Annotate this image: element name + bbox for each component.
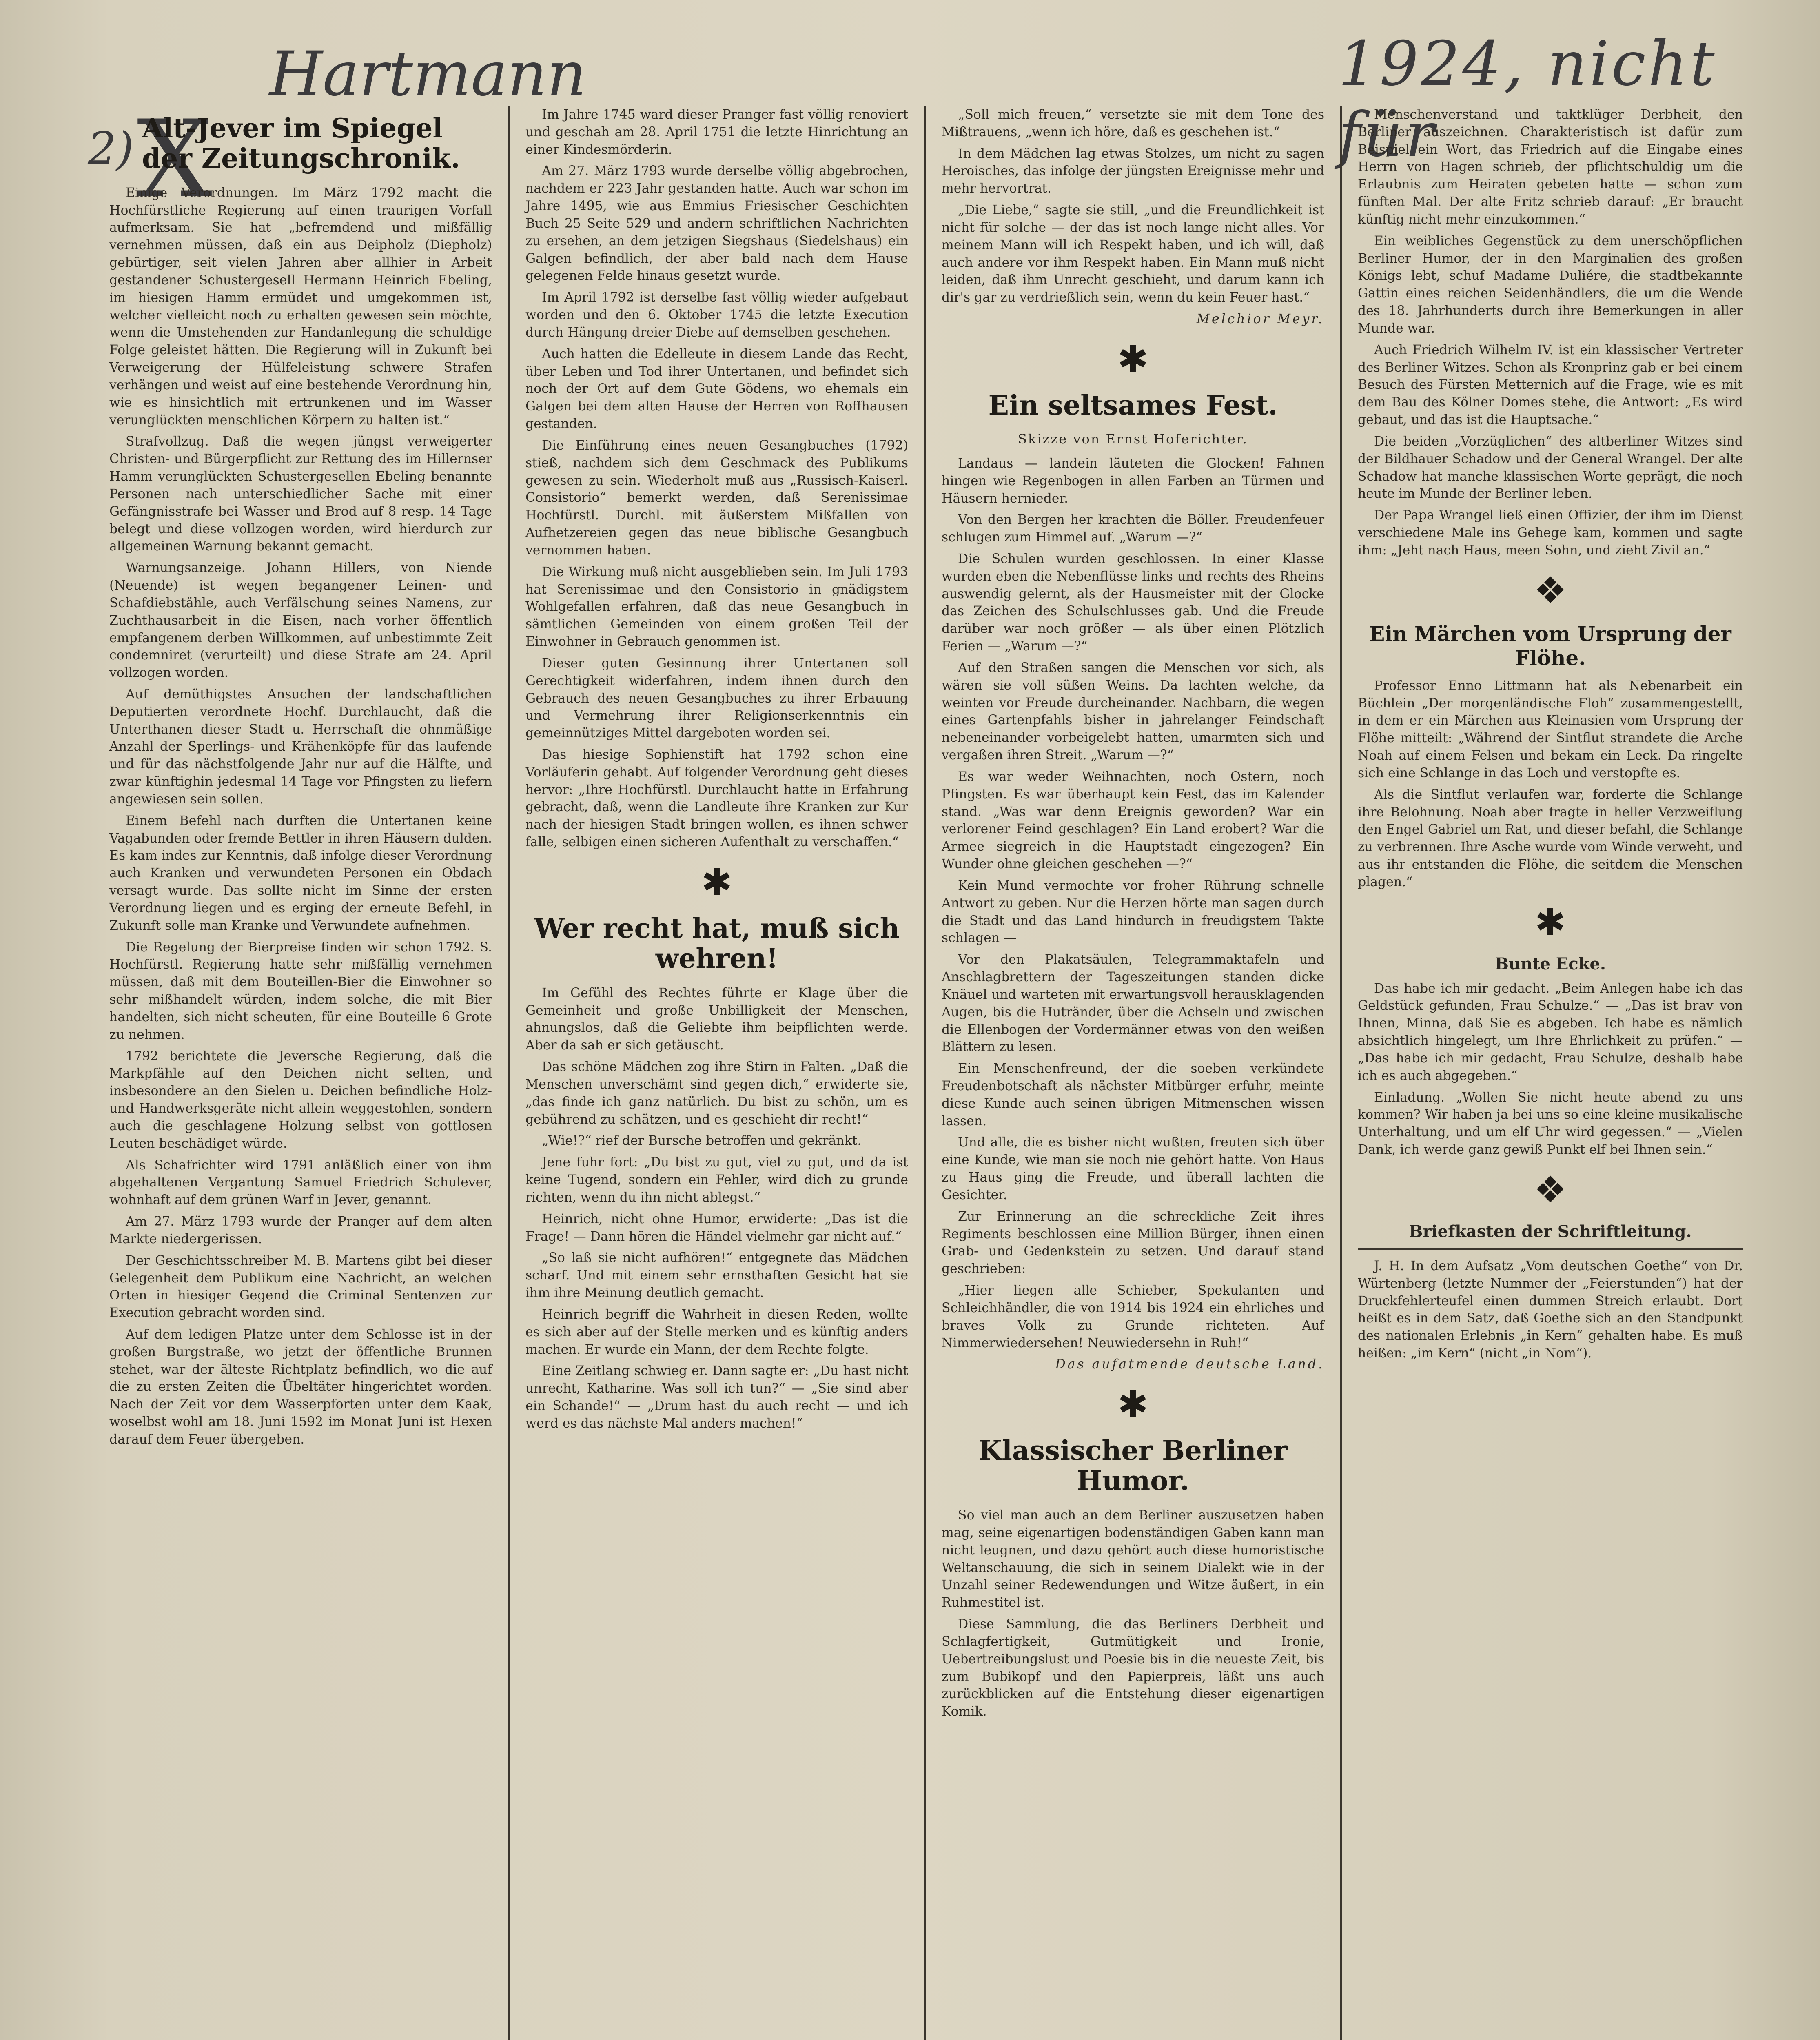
paragraph: Jene fuhr fort: „Du bist zu gut, viel zu gut, und da ist keine Tugend, sondern ein Fehler, wird dich zu grunde richten, wenn du ihn nicht ablegst.“ <box>525 1155 908 1205</box>
section-divider-star-icon: ✱ <box>1117 337 1148 381</box>
divider-line <box>1358 1248 1743 1250</box>
paragraph: In dem Mädchen lag etwas Stolzes, um nicht zu sagen Heroisches, das infolge der jüngsten Ereignisse mehr und mehr hervortrat. <box>942 146 1324 196</box>
paragraph: Dieser guten Gesinnung ihrer Untertanen soll Gerechtigkeit widerfahren, indem ihnen durch den Gebrauch des neuen Gesangbuches zu ihrer Erbauung und Vermehrung ihrer Religionserkenntnis ein gemeinnütziges Mittel dargeboten worden sei. <box>525 656 908 741</box>
paragraph: Das habe ich mir gedacht. „Beim Anlegen habe ich das Geldstück gefunden, Frau Schulze.“ — „Das ist brav von Ihnen, Minna, daß Sie es abgeben. Ich habe es nämlich absichtlich hingelegt, um Ihre Ehrlichkeit zu prüfen.“ — „Das habe ich mir gedacht, Frau Schulze, deshalb habe ich es auch abgegeben.“ <box>1358 981 1743 1083</box>
paragraph: Das schöne Mädchen zog ihre Stirn in Falten. „Daß die Menschen unverschämt sind gegen dich,“ erwiderte sie, „das finde ich ganz natürlich. Du bist zu schön, um es gebührend zu schätzen, und es geschieht dir recht!“ <box>525 1060 908 1127</box>
article-closing: Das aufatmende deutsche Land. <box>1055 1357 1324 1372</box>
paragraph: Auch Friedrich Wilhelm IV. ist ein klassischer Vertreter des Berliner Witzes. Schon als Kronprinz gab er bei einem Besuch des Fürsten Metternich auf die Frage, wie es mit dem Bau des Kölner Domes stehe, die Antwort: „Es wird gebaut, und das ist die Hauptsache.“ <box>1358 342 1743 428</box>
paragraph: Am 27. März 1793 wurde der Pranger auf dem alten Markte niedergerissen. <box>109 1214 492 1246</box>
paragraph: 1792 berichtete die Jeversche Regierung, daß die Markpfähle auf den Deichen nicht selten, und insbesondere an den Sielen u. Deichen befindliche Holz- und Handwerksgeräte nicht allein weggestohlen, sondern auch die geschlagene Holzung selbst von gottlosen Leuten beschädiget würde. <box>109 1049 492 1151</box>
paragraph: Das hiesige Sophienstift hat 1792 schon eine Vorläuferin gehabt. Auf folgender Verordnung geht dieses hervor: „Ihre Hochfürstl. Durchlaucht hatte in Erfahrung gebracht, daß, wenn die Landleute ihre Kranken zur Kur nach der hiesigen Stadt bringen wollen, es ihnen schwer falle, selbigen einen sicheren Aufenthalt zu verschaffen.“ <box>525 747 908 850</box>
paragraph: Heinrich, nicht ohne Humor, erwiderte: „Das ist die Frage! — Dann hören die Händel vielmehr gar nicht auf.“ <box>525 1211 908 1244</box>
article-title-wer-recht-hat: Wer recht hat, muß sich wehren! <box>534 912 900 974</box>
article-body-wer-recht-hat-continued <box>942 106 1324 328</box>
article-title-seltsames-fest: Ein seltsames Fest. <box>988 389 1278 421</box>
paragraph: Auf demüthigstes Ansuchen der landschaftlichen Deputierten verordnete Hochf. Durchlaucht, daß die Unterthanen dieser Stadt u. Herrschaft die ohnmäßige Anzahl der Sperlings- und Krähenköpfe für das laufende und für das nächstfolgende Jahr nur auf die Hälfte, und zwar künftighin jedesmal 14 Tage vor Pfingsten zu liefern angewiesen sein sollen. <box>109 687 492 807</box>
paragraph: Eine Zeitlang schwieg er. Dann sagte er: „Du hast nicht unrecht, Katharine. Was soll ich tun?“ — „Sie sind aber ein Schande!“ — „Drum hast du auch recht — und ich werd es das nächste Mal anders machen!“ <box>525 1364 908 1431</box>
paragraph: Im April 1792 ist derselbe fast völlig wieder aufgebaut worden und den 6. Oktober 1745 die letzte Execution durch Hängung dreier Diebe auf demselben geschehen. <box>525 290 908 340</box>
paragraph: So viel man auch an dem Berliner auszusetzen haben mag, seine eigenartigen bodenständigen Gaben kann man nicht leugnen, und dazu gehört auch diese humoristische Weltanschauung, die sich in seinem Dialekt wie in der Unzahl seiner Redewendungen und Witze äußert, in ein Ruhmestitel ist. <box>942 1508 1324 1610</box>
paragraph: Die Schulen wurden geschlossen. In einer Klasse wurden eben die Nebenflüsse links und rechts des Rheins auswendig gelernt, als der Hausmeister mit der Glocke das Zeichen des Schulschlusses gab. Und die Freude darüber war noch größer — als über einen Plötzlich Ferien — „Warum —?“ <box>942 551 1324 654</box>
paragraph: Warnungsanzeige. Johann Hillers, von Niende (Neuende) ist wegen begangener Leinen- und Schafdiebstähle, auch Verfälschung seines Namens, zur Zuchthausarbeit in die Eisen, nach vorher öffentlich empfangenem derben Willkommen, auf unbestimmte Zeit condemniret (verurteilt) und diese Strafe am 24. April vollzogen worden. <box>109 561 492 681</box>
paragraph: Auch hatten die Edelleute in diesem Lande das Recht, über Leben und Tod ihrer Untertanen, und befindet sich noch der Ort auf dem Gute Gödens, wo ehemals ein Galgen bei dem alten Hause der Herren von Roffhausen gestanden. <box>525 346 908 432</box>
article-body-alt-jever-continued <box>525 106 908 851</box>
handwritten-name: Hartmann <box>269 39 587 110</box>
paragraph: „Wie!?“ rief der Bursche betroffen und gekränkt. <box>542 1133 862 1149</box>
paragraph: Es war weder Weihnachten, noch Ostern, noch Pfingsten. Es war überhaupt kein Fest, das im Kalender stand. „Was war denn Ereignis geworden? War ein verlorener Feind geschlagen? Ein Land erobert? War die Armee siegreich in die Hauptstadt eingezogen? Ein Wunder ohne gleichen geschehen —?“ <box>942 769 1324 872</box>
paragraph: Die beiden „Vorzüglichen“ des altberliner Witzes sind der Bildhauer Schadow und der General Wrangel. Der alte Schadow hat manche klassischen Worte geprägt, die noch heute im Munde der Berliner leben. <box>1358 434 1743 501</box>
column-2 <box>510 106 926 2040</box>
section-divider-ornament-icon: ❖ <box>1534 569 1567 612</box>
section-divider-ornament-icon: ❖ <box>1534 1168 1567 1211</box>
paragraph: Als die Sintflut verlaufen war, forderte die Schlange ihre Belohnung. Noah aber fragte in heller Verzweiflung den Engel Gabriel um Rat, und dieser befahl, die Schlange zu verbrennen. Ihre Asche wurde vom Winde verweht, und aus ihr entstanden die Flöhe, die seitdem die Menschen plagen.“ <box>1358 787 1743 889</box>
paragraph: Strafvollzug. Daß die wegen jüngst verweigerter Christen- und Bürgerpflicht zur Rettung des im Hillernser Hamm verunglückten Schustergesellen Ebeling benannte Personen nach unterschiedlicher Sache mit einer Gefängnisstrafe bei Wasser und Brod auf 8 resp. 14 Tage belegt und diese vollzogen worden, wird hierdurch zur allgemeinen Warnung bekannt gemacht. <box>109 434 492 554</box>
section-body-bunte-ecke <box>1358 980 1743 1159</box>
handwritten-date-note: 1924, nicht für <box>1338 29 1717 171</box>
article-title-berliner-humor: Klassischer Berliner Humor. <box>978 1435 1288 1497</box>
article-body-berliner-humor <box>942 1507 1324 1721</box>
paragraph: Einem Befehl nach durften die Untertanen keine Vagabunden oder fremde Bettler in ihren Häusern dulden. Es kam indes zur Kenntnis, daß infolge dieser Verordnung auch Kranken und verwundeten Personen ein Obdach versagt wurde. Das sollte nicht im Sinne der ersten Verordnung liegen und es erging der erneute Befehl, in Zukunft solle man Kranke und Verwundete aufnehmen. <box>109 813 492 933</box>
article-body-berliner-humor-continued <box>1358 106 1743 559</box>
paragraph: Als Schafrichter wird 1791 anläßlich einer von ihm abgehaltenen Vergantung Samuel Friedrich Schulever, wohnhaft auf dem grünen Warf in Jever, genannt. <box>109 1157 492 1208</box>
article-title-maerchen-floehe: Ein Märchen vom Ursprung der Flöhe. <box>1369 621 1731 670</box>
column-3 <box>926 106 1342 2040</box>
section-divider-star-icon: ✱ <box>701 860 732 904</box>
paragraph: Vor den Plakatsäulen, Telegrammaktafeln und Anschlagbrettern der Tageszeitungen standen dicke Knäuel und warteten mit erwartungsvoll herausklagenden Augen, bis die Hutränder, über die Achseln und zwischen die Ellenbogen der Vordermänner etwas von den weißen Blättern zu lesen. <box>942 952 1324 1055</box>
article-subtitle: Skizze von Ernst Hoferichter. <box>1018 431 1248 447</box>
section-body-briefkasten <box>1358 1257 1743 1362</box>
section-divider-star-icon: ✱ <box>1117 1383 1148 1426</box>
paragraph: Die Regelung der Bierpreise finden wir schon 1792. S. Hochfürstl. Regierung hatte sehr mißfällig vernehmen müssen, daß mit dem Bouteillen-Bier die Einwohner so sehr mißhandelt würden, indem solche, die mit Bier handelten, sich nicht scheuten, für eine Bouteille 6 Grote zu nehmen. <box>109 940 492 1042</box>
newspaper-columns <box>94 106 1758 2040</box>
paragraph: Kein Mund vermochte vor froher Rührung schnelle Antwort zu geben. Nur die Herzen hörte man sagen durch die Stadt und das Land hindurch in freudigstem Takte schlagen — <box>942 878 1324 946</box>
paragraph: „Die Liebe,“ sagte sie still, „und die Freundlichkeit ist nicht für solche — der das ist noch lange nicht alles. Vor meinem Mann will ich Respekt haben, und ich will, daß auch andere vor ihm Respekt haben. Ein Mann muß nicht leiden, daß ihm Unrecht geschieht, und darum kann ich dir's gar zu verdrießlich sein, wenn du kein Feuer hast.“ <box>942 203 1324 305</box>
section-title-bunte-ecke: Bunte Ecke. <box>1495 954 1606 973</box>
paragraph: „Soll mich freuen,“ versetzte sie mit dem Tone des Mißtrauens, „wenn ich höre, daß es geschehen ist.“ <box>942 107 1324 140</box>
article-body-maerchen-floehe <box>1358 677 1743 891</box>
paragraph: Im Jahre 1745 ward dieser Pranger fast völlig renoviert und geschah am 28. April 1751 die letzte Hinrichtung an einer Kindesmörderin. <box>525 107 908 157</box>
article-title-alt-jever: Alt-Jever im Spiegel der Zeitungschronik. <box>142 112 460 174</box>
paragraph: „Hier liegen alle Schieber, Spekulanten und Schleichhändler, die von 1914 bis 1924 ein ehrliches und braves Volk zu Grunde richteten. Auf Nimmerwiedersehen! Neuwiedersehn in Ruh!“ <box>942 1283 1324 1350</box>
article-body-wer-recht-hat <box>525 985 908 1432</box>
paragraph: Von den Bergen her krachten die Böller. Freudenfeuer schlugen zum Himmel auf. „Warum —?“ <box>942 512 1324 545</box>
paragraph: Zur Erinnerung an die schreckliche Zeit ihres Regiments beschlossen eine Million Bürger, ihnen einen Grab- und Gedenkstein zu setzen. Und darauf stand geschrieben: <box>942 1209 1324 1277</box>
paragraph: Auf dem ledigen Platze unter dem Schlosse ist in der großen Burgstraße, wo jetzt der öffentliche Brunnen stehet, war der älteste Richtplatz befindlich, wo die auf die zu ersten Zeiten die Übeltäter hingerichtet worden. Nach der Zeit vor dem Wasserpforten unter dem Kaak, woselbst wohl am 18. Juni 1592 im Monat Juni ist Hexen darauf dem Feuer übergeben. <box>109 1327 492 1447</box>
paragraph: Am 27. März 1793 wurde derselbe völlig abgebrochen, nachdem er 223 Jahr gestanden hatte. Auch war schon im Jahre 1495, wie aus Emmius Friesischer Geschichten Buch 25 Seite 529 und andern schriftlichen Nachrichten zu ersehen, an dem jetzigen Siegshaus (Siedelshaus) ein Galgen befindlich, der aber bald nach dem Hause gelegenen Felde hinaus gesetzt wurde. <box>525 164 908 284</box>
paragraph: Die Wirkung muß nicht ausgeblieben sein. Im Juli 1793 hat Serenissimae und den Consistorio in gnädigstem Wohlgefallen erfahren, daß das neue Gesangbuch in sämtlichen Gemeinden von einem großen Teil der Einwohner in Gebrauch genommen ist. <box>525 564 908 650</box>
paragraph: „So laß sie nicht aufhören!“ entgegnete das Mädchen scharf. Und mit einem sehr ernsthaften Gesicht hat sie ihm ihre Meinung deutlich gemacht. <box>525 1251 908 1301</box>
paragraph: Diese Sammlung, die das Berliners Derbheit und Schlagfertigkeit, Gutmütigkeit und Ironie, Uebertreibungslust und Poesie bis in die neueste Zeit, bis zum Bubikopf und den Papierpreis, läßt uns auch zurückblicken auf die Entstehung dieser eigenartigen Komik. <box>942 1617 1324 1719</box>
paragraph: Ein Menschenfreund, der die soeben verkündete Freudenbotschaft als nächster Mitbürger erfuhr, meinte diese Kunde auch seinen übrigen Mitmenschen wissen lassen. <box>942 1061 1324 1129</box>
article-body-seltsames-fest <box>942 455 1324 1373</box>
author-signature: Melchior Meyr. <box>1196 312 1324 327</box>
paragraph: Der Papa Wrangel ließ einen Offizier, der ihm im Dienst verschiedene Male ins Gehege kam, kommen und sagte ihm: „Jeht nach Haus, meen Sohn, und zieht Zivil an.“ <box>1358 508 1743 558</box>
paragraph: Menschenverstand und taktklüger Derbheit, den Berliner auszeichnen. Charakteristisch ist dafür zum Beispiel ein Wort, das Friedrich auf die Eingabe eines Herrn von Hagen schrieb, der pflichtschuldig um die Erlaubnis zum Heiraten gebeten hatte — schon zum fünften Mal. Der alte Fritz schrieb darauf: „Er braucht künftig nicht mehr einzukommen.“ <box>1358 107 1743 227</box>
paragraph: Der Geschichtsschreiber M. B. Martens gibt bei dieser Gelegenheit dem Publikum eine Nachricht, an welchen Orten in hiesiger Gegend die Criminal Sentenzen zur Execution gebracht worden sind. <box>109 1253 492 1321</box>
section-title-briefkasten: Briefkasten der Schriftleitung. <box>1409 1222 1692 1241</box>
paragraph: Heinrich begriff die Wahrheit in diesen Reden, wollte es sich aber auf der Stelle merken und es künftig anders machen. Er wurde ein Mann, der dem Rechte folgte. <box>525 1307 908 1357</box>
handwritten-section-number: 2) <box>88 122 134 175</box>
paragraph: Die Einführung eines neuen Gesangbuches (1792) stieß, nachdem sich dem Geschmack des Publikums gewesen zu sein. Wiederholt muß aus „Russisch-Kaiserl. Consistorio“ bemerkt werden, daß Serenissimae Hochfürstl. Durchl. mit äußerstem Mißfallen von Aufhetzereien gegen das neue biblische Gesangbuch vernommen haben. <box>525 438 908 558</box>
paragraph: Im Gefühl des Rechtes führte er Klage über die Gemeinheit und große Unbilligkeit der Menschen, ahnungslos, daß die Geliebte ihm beipflichten werde. Aber da sah er sich getäuscht. <box>525 985 908 1053</box>
section-divider-star-icon: ✱ <box>1535 900 1566 944</box>
column-4 <box>1342 106 1758 2040</box>
paragraph: J. H. In dem Aufsatz „Vom deutschen Goethe“ von Dr. Würtenberg (letzte Nummer der „Feierstunden“) hat der Druckfehlerteufel einen dummen Streich erlaubt. Dort heißt es in dem Satz, daß Goethe sich an den Standpunkt des nationalen Erlebnis „in Kern“ gehalten habe. Es muß heißen: „im Kern“ (nicht „in Nom“). <box>1358 1258 1743 1361</box>
article-body-alt-jever <box>109 184 492 1448</box>
paragraph: Ein weibliches Gegenstück zu dem unerschöpflichen Berliner Humor, der in den Marginalien des großen Königs lebt, schuf Madame Duliére, die stadtbekannte Gattin eines reichen Seidenhändlers, die um die Wende des 18. Jahrhunderts durch ihre Bemerkungen in aller Munde war. <box>1358 233 1743 336</box>
paragraph: Einige Verordnungen. Im März 1792 macht die Hochfürstliche Regierung auf einen traurigen Vorfall aufmerksam. Sie hat „befremdend und mißfällig vernehmen müssen, daß ein aus Deipholz (Diepholz) gebürtiger, seit vielen Jahren aber allhier in Arbeit gestandener Schustergesell Hermann Heinrich Ebeling, im hiesigen Hamm ermüdet und umgekommen ist, welcher vielleicht noch zu erhalten gewesen sein möchte, wenn die Umstehenden zur Handanlegung die schuldige Folge geleistet hätten. Die Regierung will in Zukunft bei Verweigerung der Hülfeleistung schwere Strafen verhängen und weist auf eine bestehende Verordnung hin, wie es hinsichtlich mit ertrunkenen und im Wasser verunglückten menschlichen Körpern zu halten ist.“ <box>109 185 492 428</box>
handwritten-cross-mark: X <box>137 98 213 221</box>
paragraph: Und alle, die es bisher nicht wußten, freuten sich über eine Kunde, wie man sie noch nie gehört hatte. Von Haus zu Haus ging die Freude, und überall lachten die Gesichter. <box>942 1135 1324 1202</box>
column-1 <box>94 106 510 2040</box>
paragraph: Professor Enno Littmann hat als Nebenarbeit ein Büchlein „Der morgenländische Floh“ zusammengestellt, in dem er ein Märchen aus Kleinasien vom Ursprung der Flöhe mitteilt: „Während der Sintflut strandete die Arche Noah auf einem Felsen und bekam ein Leck. Da ringelte sich eine Schlange in das Loch und verstopfte es. <box>1358 678 1743 781</box>
paragraph: Einladung. „Wollen Sie nicht heute abend zu uns kommen? Wir haben ja bei uns so eine kleine musikalische Unterhaltung, und um elf Uhr wird gegessen.“ — „Vielen Dank, ich werde ganz gewiß Punkt elf bei Ihnen sein.“ <box>1358 1090 1743 1157</box>
paragraph: Landaus — landein läuteten die Glocken! Fahnen hingen wie Regenbogen in allen Farben an Türmen und Häusern hernieder. <box>942 456 1324 506</box>
paragraph: Auf den Straßen sangen die Menschen vor sich, als wären sie voll süßen Weins. Da lachten welche, da weinten vor Freude durcheinander. Nachbarn, die wegen eines Gartenpfahls bisher in jahrelanger Feindschaft nebeneinander vorbeigelebt hatten, umarmten sich und vergaßen ihren Streit. „Warum —?“ <box>942 660 1324 763</box>
